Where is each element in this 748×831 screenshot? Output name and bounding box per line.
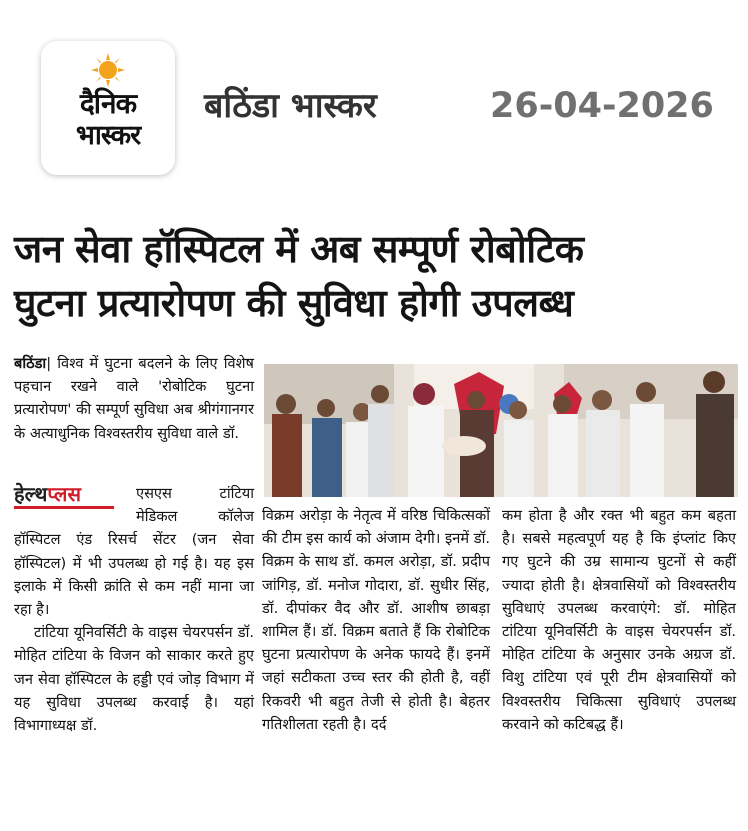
para1-part2: एसएस टांटिया मेडिकल कॉलेज हॉस्पिटल एंड रिसर्च सेंटर (जन सेवा हॉस्पिटल) में भी उपलब्ध हो गई है। यह इस इलाके में किसी क्रांति से कम नहीं माना जा रहा है।: [14, 485, 254, 619]
article-column-3: [502, 504, 736, 736]
edition-name: बठिंडा भास्कर: [204, 86, 377, 126]
health-plus-label: [14, 482, 114, 506]
article-column-1-continued: [14, 482, 254, 737]
headline-line2: घुटना प्रत्यारोपण की सुविधा होगी उपलब्ध: [14, 280, 574, 325]
article-column-1: [14, 352, 254, 445]
article-column-2: [262, 504, 490, 736]
col2-text: विक्रम अरोड़ा के नेतृत्व में वरिष्ठ चिकित्सकों की टीम इस कार्य को अंजाम देगी। इनमें डॉ. विक्रम के साथ डॉ. कमल अरोड़ा, डॉ. प्रदीप जांगिड़, डॉ. मनोज गोदारा, डॉ. सुधीर सिंह, डॉ. दीपांकर वैद और डॉ. आशीष छाबड़ा शामिल हैं। डॉ. विक्रम बताते हैं कि रोबोटिक घुटना प्रत्यारोपण के अनेक फायदे हैं। इनमें जहां सटीकता उच्च स्तर की होती है, वहीं रिकवरी भी बहुत तेजी से होती है। बेहतर गतिशीलता रहती है। दर्द: [262, 507, 490, 733]
logo-text-line1: दैनिक: [79, 87, 137, 120]
logo-text-line2: भास्कर: [75, 120, 141, 151]
news-photo: [264, 364, 738, 497]
headline-line1: जन सेवा हॉस्पिटल में अब सम्पूर्ण रोबोटिक: [14, 226, 584, 271]
para1-part1: विश्व में घुटना बदलने के लिए विशेष पहचान रखने वाले 'रोबोटिक घुटना प्रत्यारोपण' की सम्पूर्ण सुविधा अब श्रीगंगानगर के अत्याधुनिक विश्वस्तरीय सुविधा वाले डॉ.: [14, 355, 254, 442]
plus-label: प्लस: [47, 482, 82, 506]
dainik-bhaskar-logo: [41, 41, 175, 175]
sun-icon: [91, 53, 125, 87]
group-photo-illustration: [264, 364, 738, 497]
col3-text: कम होता है और रक्त भी बहुत कम बहता है। सबसे महत्वपूर्ण यह है कि इंप्लांट किए गए घुटने की उम्र सामान्य घुटनों से कहीं ज्यादा होती है। क्षेत्रवासियों को विश्वस्तरीय सुविधाएं उपलब्ध करवाएंगे: डॉ. मोहित टांटिया यूनिवर्सिटी के वाइस चेयरपर्सन डॉ. मोहित टांटिया के अनुसार उनके अग्रज डॉ. विशु टांटिया एवं पूरी टीम क्षेत्रवासियों को विश्वस्तरीय चिकित्सा सुविधाएं उपलब्ध करवाने को कटिबद्ध हैं।: [502, 507, 736, 733]
headline: [14, 222, 736, 330]
dateline-bar: |: [46, 355, 52, 372]
edition-date: 26-04-2026: [490, 86, 714, 126]
dateline: बठिंडा: [14, 355, 47, 372]
label-underline: [14, 506, 114, 509]
health-label: हेल्थ: [14, 482, 48, 506]
para2: टांटिया यूनिवर्सिटी के वाइस चेयरपर्सन डॉ. मोहित टांटिया के विजन को साकार करते हुए जन सेवा हॉस्पिटल के हड्डी एवं जोड़ विभाग में यह सुविधा उपलब्ध करवाई है। यहां विभागाध्यक्ष डॉ.: [14, 624, 254, 735]
